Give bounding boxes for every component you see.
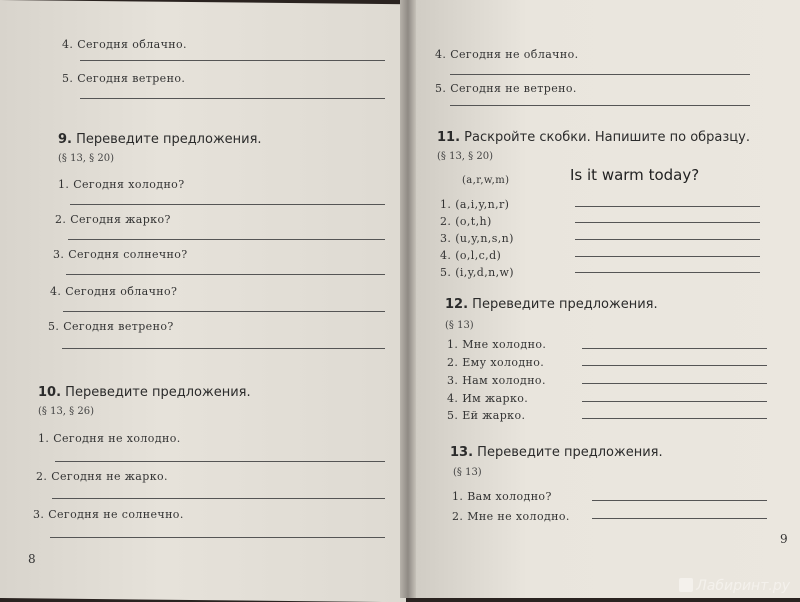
- exercise-11-ref: (§ 13, § 20): [437, 151, 493, 162]
- exercise-11-heading: 11. Раскройте скобки. Напишите по образцу.: [437, 130, 750, 145]
- answer-line[interactable]: [52, 498, 385, 499]
- example-answer: Is it warm today?: [570, 166, 700, 184]
- exercise-9-ref: (§ 13, § 20): [58, 153, 114, 164]
- answer-line[interactable]: [582, 383, 767, 384]
- answer-line[interactable]: [575, 239, 760, 240]
- answer-line[interactable]: [575, 272, 760, 273]
- sentence: 3. Сегодня не солнечно.: [33, 508, 184, 521]
- answer-line[interactable]: [582, 348, 767, 349]
- page-number: 8: [28, 552, 36, 566]
- exercise-12-heading: 12. Переведите предложения.: [445, 297, 658, 312]
- exercise-13-ref: (§ 13): [453, 467, 482, 478]
- example-letters: (a,r,w,m): [462, 175, 510, 186]
- answer-line[interactable]: [66, 274, 385, 275]
- answer-line[interactable]: [50, 537, 385, 538]
- sentence: 2. Сегодня не жарко.: [36, 470, 168, 483]
- sentence: 3. Нам холодно.: [447, 374, 546, 387]
- answer-line[interactable]: [450, 105, 750, 106]
- answer-line[interactable]: [582, 418, 767, 419]
- sentence: 3. Сегодня солнечно?: [53, 248, 188, 261]
- sentence: 5. Сегодня ветрено.: [62, 72, 186, 85]
- letters-item: 5. (i,y,d,n,w): [440, 266, 514, 279]
- sentence: 4. Сегодня облачно?: [50, 285, 178, 298]
- answer-line[interactable]: [70, 204, 385, 205]
- answer-line[interactable]: [582, 401, 767, 402]
- answer-line[interactable]: [575, 222, 760, 223]
- sentence: 2. Мне не холодно.: [452, 510, 570, 523]
- labirint-logo-icon: [679, 578, 693, 592]
- letters-item: 3. (u,y,n,s,n): [440, 232, 514, 245]
- sentence: 1. Мне холодно.: [447, 338, 547, 351]
- sentence: 5. Ей жарко.: [447, 409, 526, 422]
- book-gutter: [400, 0, 416, 598]
- sentence: 1. Вам холодно?: [452, 490, 552, 503]
- sentence: 4. Сегодня облачно.: [62, 38, 187, 51]
- answer-line[interactable]: [55, 461, 385, 462]
- answer-line[interactable]: [582, 365, 767, 366]
- sentence: 4. Сегодня не облачно.: [435, 48, 579, 61]
- sentence: 4. Им жарко.: [447, 392, 529, 405]
- exercise-9-heading: 9. Переведите предложения.: [58, 132, 262, 147]
- letters-item: 2. (o,t,h): [440, 215, 492, 228]
- answer-line[interactable]: [80, 60, 385, 61]
- answer-line[interactable]: [68, 239, 385, 240]
- sentence: 1. Сегодня не холодно.: [38, 432, 181, 445]
- answer-line[interactable]: [575, 206, 760, 207]
- sentence: 2. Сегодня жарко?: [55, 213, 171, 226]
- letters-item: 4. (o,l,c,d): [440, 249, 502, 262]
- exercise-10-heading: 10. Переведите предложения.: [38, 385, 251, 400]
- sentence: 5. Сегодня ветрено?: [48, 320, 174, 333]
- sentence: 1. Сегодня холодно?: [58, 178, 185, 191]
- page-number: 9: [780, 532, 788, 546]
- letters-item: 1. (a,i,y,n,r): [440, 198, 510, 211]
- answer-line[interactable]: [592, 500, 767, 501]
- exercise-12-ref: (§ 13): [445, 320, 474, 331]
- exercise-13-heading: 13. Переведите предложения.: [450, 445, 663, 460]
- exercise-10-ref: (§ 13, § 26): [38, 406, 94, 417]
- answer-line[interactable]: [80, 98, 385, 99]
- answer-line[interactable]: [575, 256, 760, 257]
- answer-line[interactable]: [63, 311, 385, 312]
- sentence: 2. Ему холодно.: [447, 356, 545, 369]
- answer-line[interactable]: [592, 518, 767, 519]
- sentence: 5. Сегодня не ветрено.: [435, 82, 577, 95]
- watermark: Лабиринт.ру: [679, 578, 790, 594]
- answer-line[interactable]: [62, 348, 385, 349]
- answer-line[interactable]: [450, 74, 750, 75]
